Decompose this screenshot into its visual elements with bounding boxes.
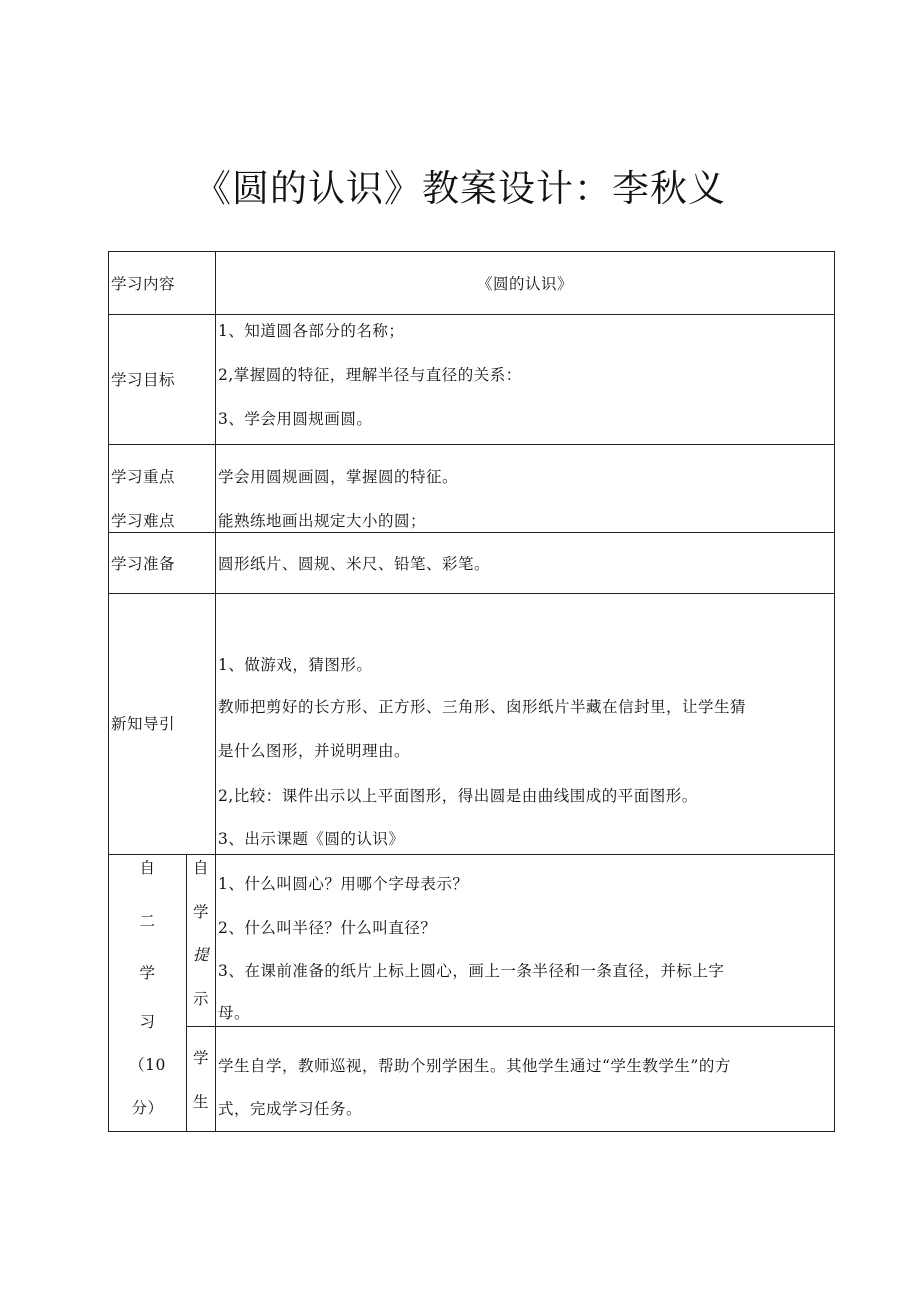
student-line: 式，完成学习任务。: [218, 1100, 363, 1118]
hint-char: 自: [192, 859, 209, 877]
self-study-char: 学: [139, 964, 156, 982]
student-line: 学生自学，教师巡视，帮助个别学困生。其他学生通过“学生教学生”的方: [218, 1057, 731, 1075]
hint-line: 1、什么叫圆心？用哪个字母表示？: [218, 875, 469, 893]
hint-char: 学: [192, 903, 209, 921]
intro-line: 3、出示课题《圆的认识》: [218, 830, 405, 848]
self-study-char: 习: [139, 1013, 156, 1031]
difficulty-label: 学习难点: [111, 512, 176, 530]
difficulty-text: 能熟练地画出规定大小的圆；: [218, 512, 427, 530]
self-study-char: （10: [129, 1056, 166, 1074]
intro-line: 是什么图形，并说明理由。: [218, 742, 411, 760]
hint-char: 提: [192, 946, 209, 964]
hint-line: 母。: [218, 1004, 251, 1022]
self-study-char: 自: [139, 859, 156, 877]
student-char: 学: [192, 1049, 209, 1067]
prep-label: 学习准备: [111, 555, 176, 573]
self-study-char: 分）: [131, 1099, 164, 1117]
goal-item: 1、知道圆各部分的名称；: [218, 322, 405, 340]
content-value: 《圆的认识》: [476, 275, 573, 293]
goal-item: 2,掌握圆的特征，理解半径与直径的关系：: [218, 366, 522, 384]
hint-line: 2、什么叫半径？什么叫直径？: [218, 919, 437, 937]
content-label: 学习内容: [111, 275, 176, 293]
hint-char: 示: [192, 990, 209, 1008]
self-study-char: 二: [139, 912, 156, 930]
hint-line: 3、在课前准备的纸片上标上圆心，画上一条半径和一条直径，并标上字: [218, 962, 725, 980]
intro-label: 新知导引: [111, 715, 176, 733]
intro-line: 2,比较：课件出示以上平面图形，得出圆是由曲线围成的平面图形。: [218, 787, 698, 805]
key-text: 学会用圆规画圆，掌握圆的特征。: [218, 468, 459, 486]
key-label: 学习重点: [111, 468, 176, 486]
intro-line: 1、做游戏，猜图形。: [218, 656, 373, 674]
goals-label: 学习目标: [111, 371, 176, 389]
page-title: 《圆的认识》教案设计：李秋义: [194, 167, 726, 210]
student-char: 生: [192, 1093, 209, 1111]
intro-line: 教师把剪好的长方形、正方形、三角形、囱形纸片半藏在信封里，让学生猜: [218, 698, 747, 716]
goal-item: 3、学会用圆规画圆。: [218, 410, 373, 428]
prep-value: 圆形纸片、圆规、米尺、铅笔、彩笔。: [218, 555, 491, 573]
